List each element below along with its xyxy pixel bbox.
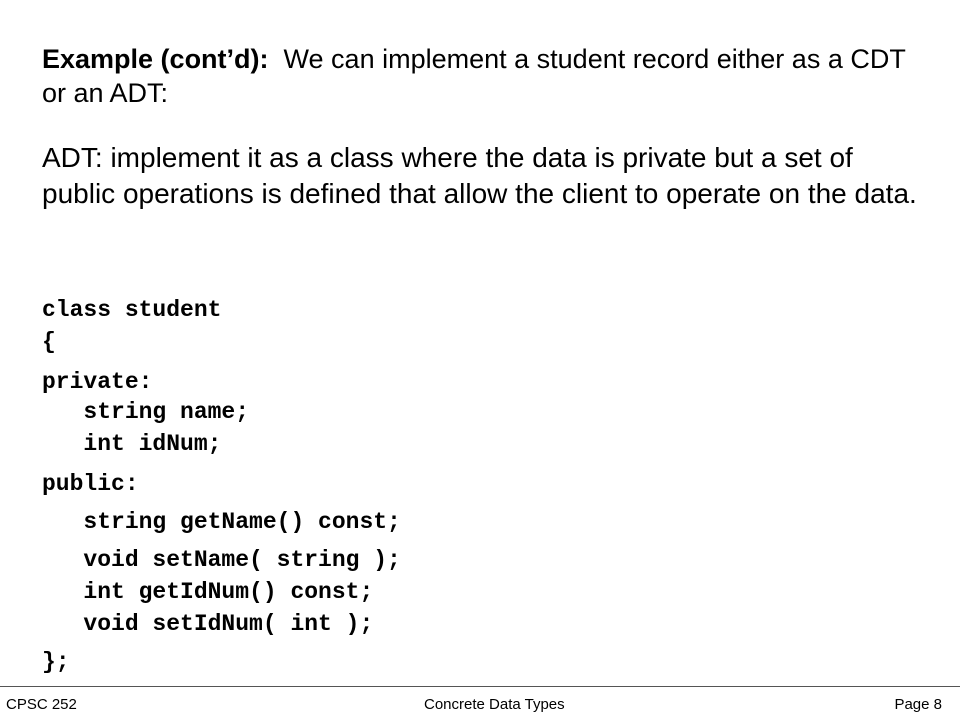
code-line-open-brace: { <box>42 329 56 355</box>
code-line-setidnum: void setIdNum( int ); <box>42 611 374 637</box>
footer-course: CPSC 252 <box>6 696 77 713</box>
code-line-class: class student <box>42 297 222 323</box>
code-line-name: string name; <box>42 399 250 425</box>
intro-paragraph <box>42 42 922 110</box>
code-line-public: public: <box>42 471 139 497</box>
code-line-close-brace: }; <box>42 649 70 675</box>
code-line-private: private: <box>42 369 153 395</box>
adt-paragraph: ADT: implement it as a class where the data is private but a set of public operations is defined that allow the client to operate on the data. <box>42 142 917 209</box>
footer-divider <box>0 686 960 687</box>
code-line-idnum: int idNum; <box>42 431 222 457</box>
code-line-getidnum: int getIdNum() const; <box>42 579 374 605</box>
code-line-setname: void setName( string ); <box>42 547 401 573</box>
footer-topic: Concrete Data Types <box>424 696 565 713</box>
intro-text: We can implement a student record either as a CDT or an ADT: <box>42 44 906 108</box>
intro-lead: Example (cont’d): <box>42 44 269 74</box>
footer-page-number: Page 8 <box>894 696 942 713</box>
code-line-getname: string getName() const; <box>42 509 401 535</box>
